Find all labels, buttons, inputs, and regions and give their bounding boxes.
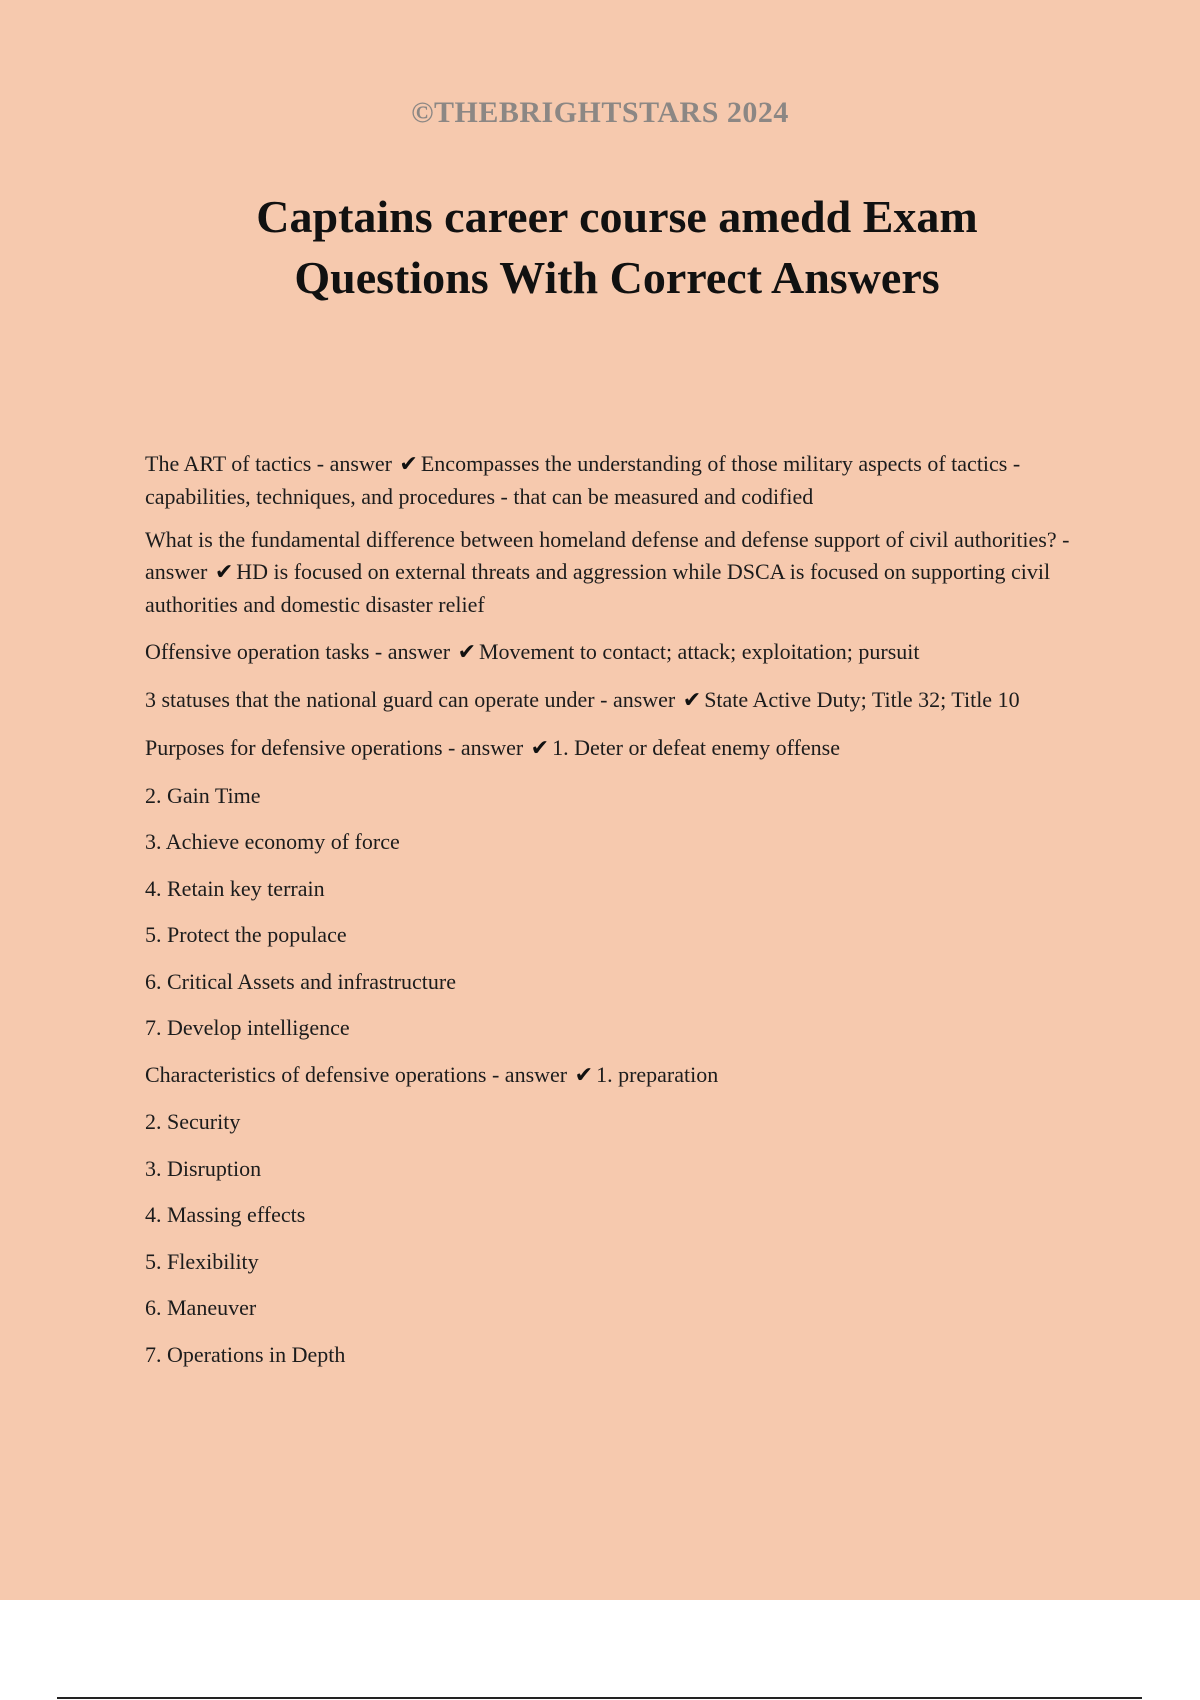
qa-item-national-guard-statuses [145,684,1100,717]
document-title [0,186,1200,308]
title-line-2: Questions With Correct Answers [294,252,940,303]
check-icon: ✔ [457,640,476,665]
check-icon: ✔ [530,736,550,761]
watermark: ©THEBRIGHTSTARS 2024 [411,96,789,129]
list-item: 6. Critical Assets and infrastructure [145,968,456,994]
list-item: 3. Disruption [145,1155,262,1181]
qa-content [145,448,1100,1385]
qa-item-art-of-tactics [145,448,1100,513]
answer-text: State Active Duty; Title 32; Title 10 [704,687,1020,712]
question-text: Characteristics of defensive operations - answer [145,1061,568,1087]
list-item: 2. Gain Time [145,782,261,808]
question-text: Offensive operation tasks - answer [145,639,451,664]
list-item: 4. Massing effects [145,1202,306,1227]
answer-text: 1. Deter or defeat enemy offense [552,735,841,760]
question-text: Purposes for defensive operations - answer [145,735,524,760]
footer-divider [57,1697,1142,1699]
check-icon: ✔ [214,560,234,585]
list-item: 3. Achieve economy of force [145,829,400,854]
list-item: 7. Operations in Depth [145,1341,346,1367]
question-text: What is the fundamental difference between homeland defense and defense support of civil authorities? - answer [145,527,1070,584]
qa-item-defensive-purposes [145,732,1100,765]
qa-item-defensive-characteristics [145,1059,1100,1092]
check-icon: ✔ [399,452,418,477]
list-item: 2. Security [145,1109,241,1134]
qa-item-offensive-tasks [145,636,1100,669]
question-text: 3 statuses that the national guard can operate under - answer [145,687,676,712]
list-item: 4. Retain key terrain [145,875,325,901]
answer-text: 1. preparation [596,1061,719,1087]
list-item: 5. Flexibility [145,1248,259,1274]
answer-text: Encompasses the understanding of those military aspects of tactics - capabilities, techniques, and procedures - that can be measured and codified [145,451,1021,509]
title-line-1: Captains career course amedd Exam [256,191,978,242]
check-icon: ✔ [682,688,702,713]
answer-text: Movement to contact; attack; exploitation; pursuit [479,639,920,664]
list-item: 5. Protect the populace [145,922,347,947]
list-item: 7. Develop intelligence [145,1015,350,1040]
list-item: 6. Maneuver [145,1295,257,1320]
check-icon: ✔ [574,1062,594,1088]
answer-text: HD is focused on external threats and aggression while DSCA is focused on supporting civil authorities and domestic disaster relief [145,559,1051,617]
question-text: The ART of tactics - answer [145,451,392,476]
qa-item-hd-vs-dsca [145,524,1100,621]
